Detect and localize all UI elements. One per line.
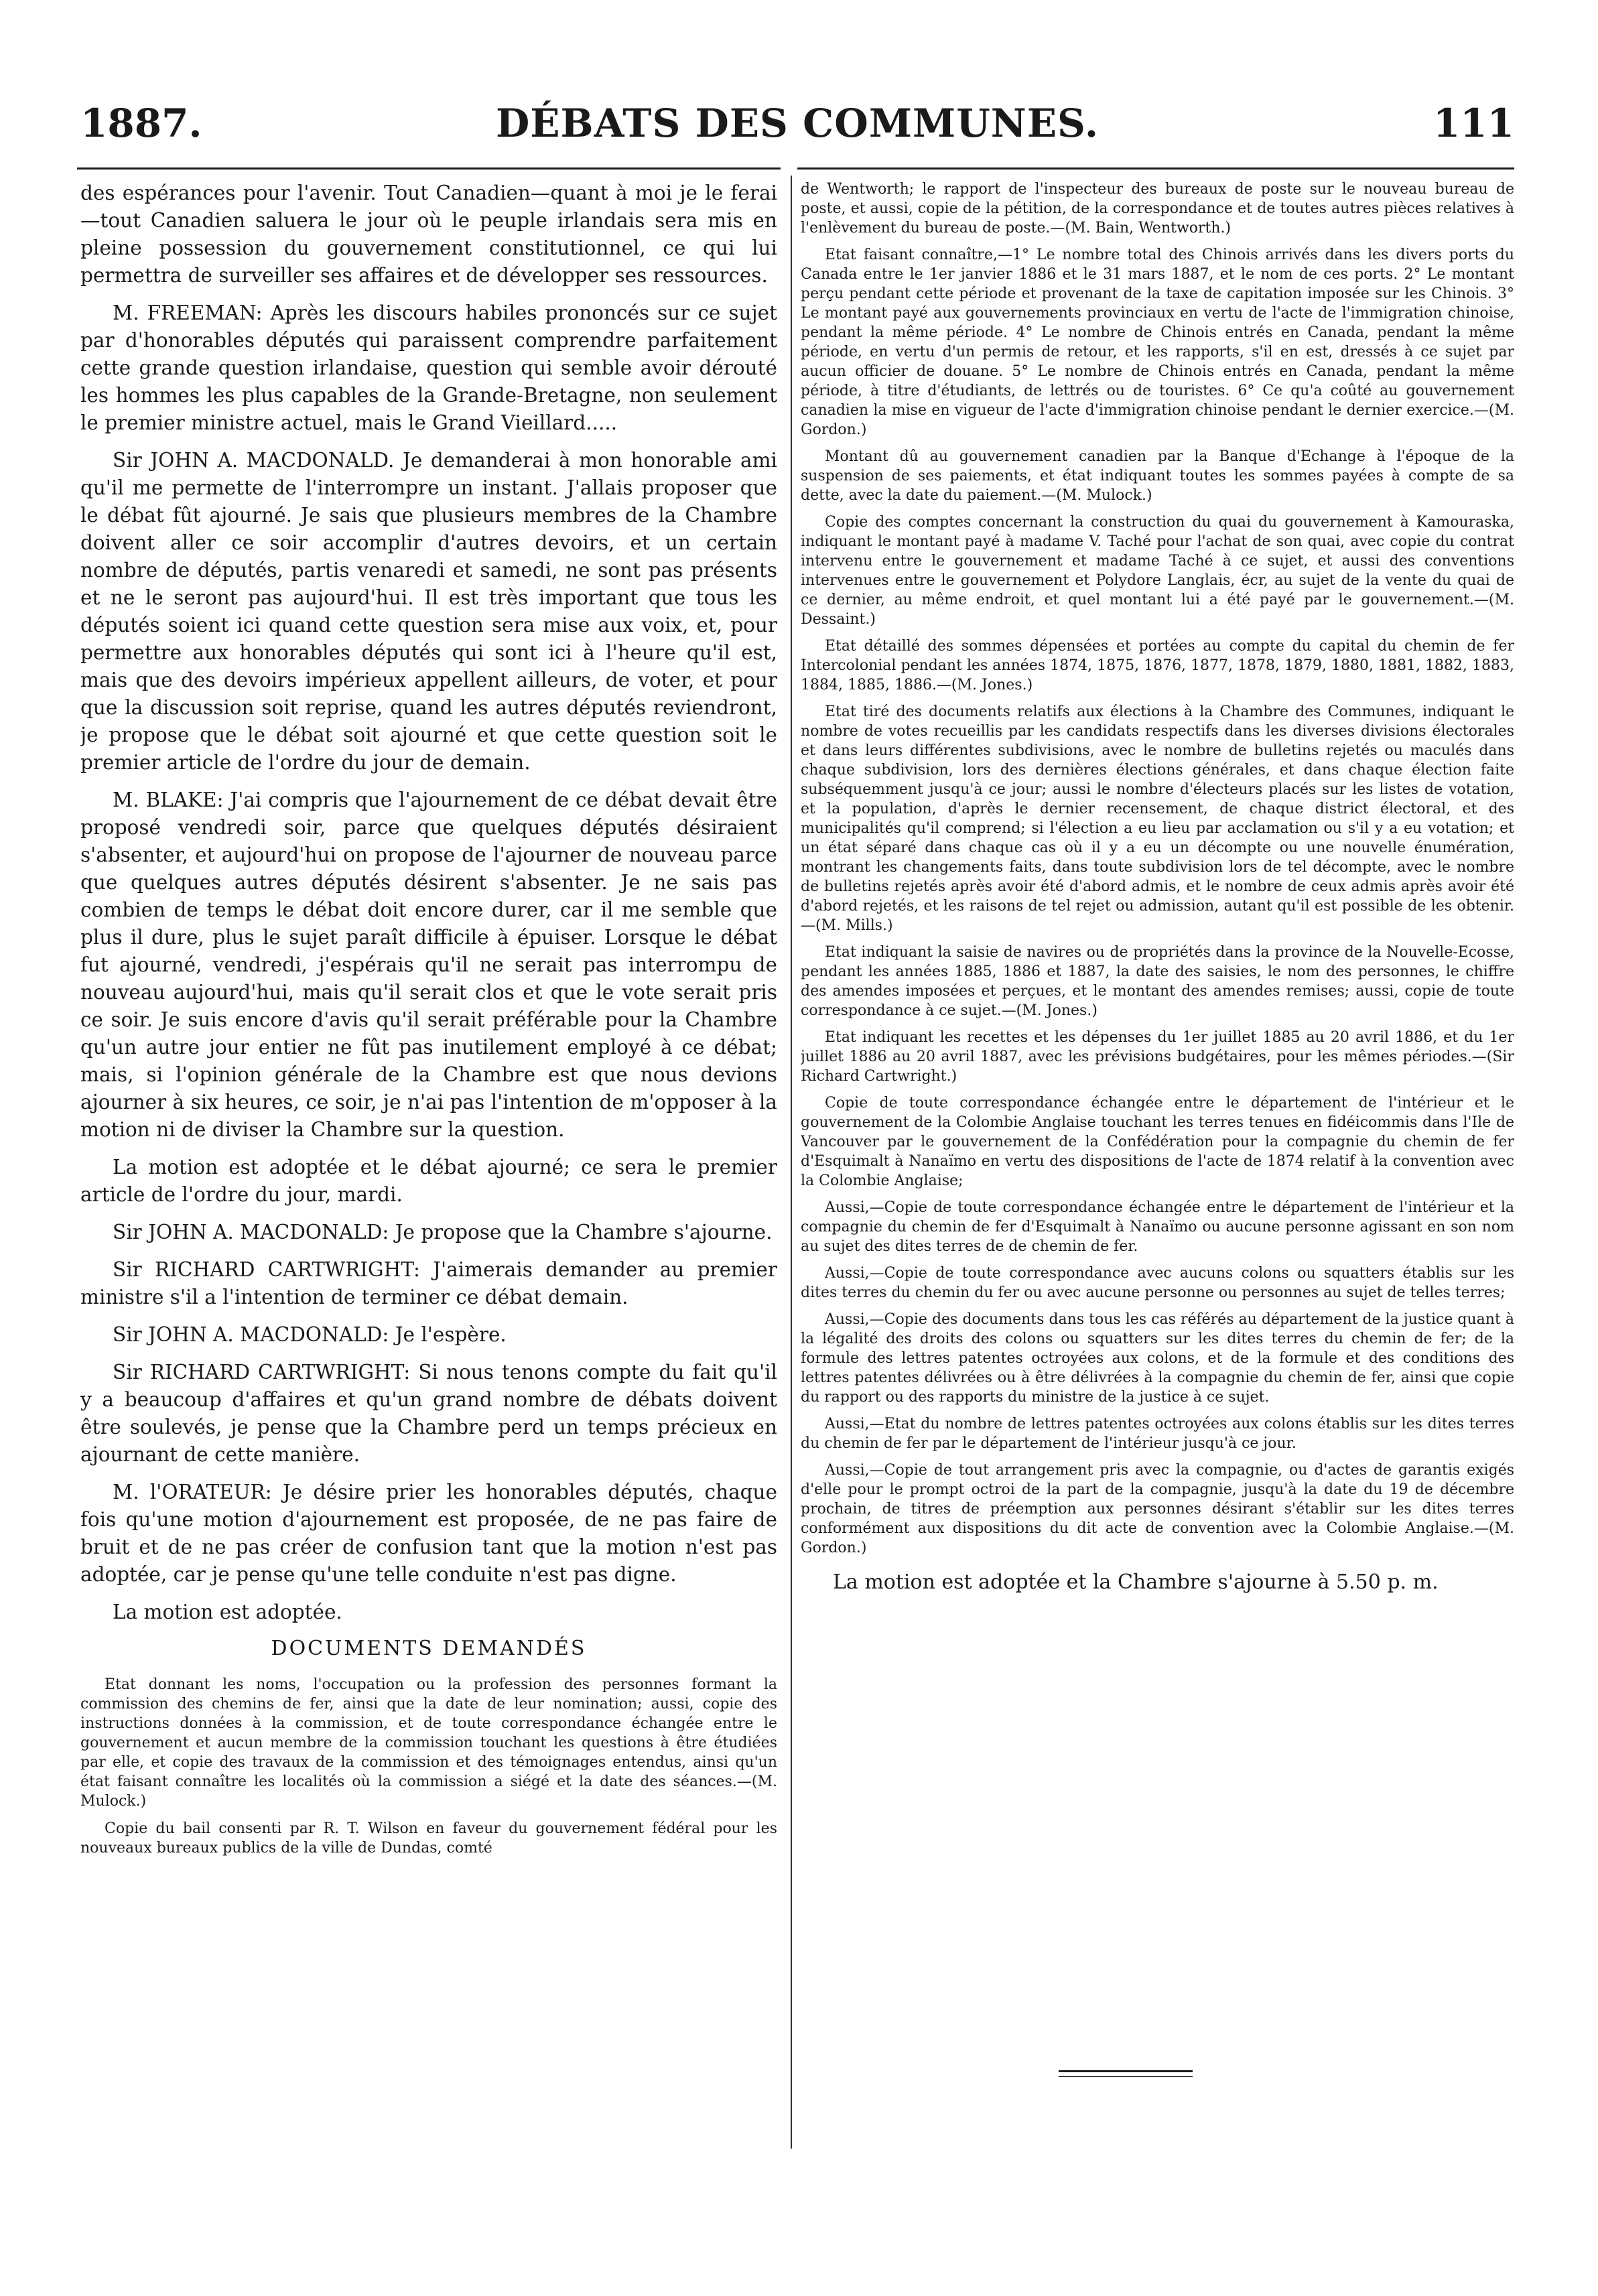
document-request: Aussi,—Copie des documents dans tous les cas référés au département de la justice quant à la légalité des droits des colons ou squatters sur les dites terres du chemin de fer; de la formule des lettres patentes octroyées aux colons, et de la formule et des conditions des lettres patentes délivrées ou à être délivrées à la compagnie du chemin de fer, ainsi que copie du rapport ou des rapports du ministre de la justice à ce sujet. bbox=[801, 1311, 1514, 1406]
document-request: Aussi,—Copie de tout arrangement pris avec la compagnie, ou d'actes de garantis exigés d'elle pour le prompt octroi de la part de la compagnie, jusqu'à la date du 19 de décembre prochain, de titres de préemption aux personnes désirant s'établir sur les dites terres conformément aux dispositions du dit acte de convention avec la Colombie Anglaise.—(M. Gordon.) bbox=[801, 1462, 1514, 1556]
closing-statement: La motion est adoptée et la Chambre s'ajourne à 5.50 p. m. bbox=[833, 1570, 1439, 1594]
speech-freeman: M. FREEMAN: Après les discours habiles prononcés sur ce sujet par d'honorables députés qui paraissent comprendre parfaitement cette grande question irlandaise, question qui semble avoir dérouté les hommes les plus capables de la Grande-Bretagne, non seulement le premier ministre actuel, mais le Grand Vieillard..... bbox=[80, 301, 777, 434]
document-request: Etat donnant les noms, l'occupation ou la profession des personnes formant la commission des chemins de fer, ainsi que la date de leur nomination; aussi, copie des instructions données à la commission, et de toute correspondance échangée entre le gouvernement et aucun membre de la commission touchant les questions à être étudiées par elle, et copie des travaux de la commission et des témoignages entendus, ainsi qu'un état faisant connaître les localités où la commission a siégé et la date des séances.—(M. Mulock.) bbox=[80, 1676, 777, 1810]
left-column bbox=[80, 180, 777, 2243]
column-divider bbox=[791, 176, 792, 2149]
document-request: Etat détaillé des sommes dépensées et portées au compte du capital du chemin de fer Intercolonial pendant les années 1874, 1875, 1876, 1877, 1878, 1879, 1880, 1881, 1882, 1883, 1884, 1885, 1886.—(M. Jones.) bbox=[801, 638, 1514, 693]
speech-blake: M. BLAKE: J'ai compris que l'ajournement de ce débat devait être proposé vendredi soir, parce que quelques députés désiraient s'absenter, et aujourd'hui on propose de l'ajourner de nouveau parce que quelques autres députés désirent s'absenter. Je ne sais pas combien de temps le débat doit encore durer, car il me semble que plus il dure, plus le sujet paraît difficile à épuiser. Lorsque le débat fut ajourné, vendredi, j'espérais qu'il ne serait pas interrompu de nouveau aujourd'hui, mais qu'il serait clos et que le vote serait pris ce soir. Je suis encore d'avis qu'il serait préférable pour la Chambre qu'un autre jour entier ne fût pas inutilement employé à ce débat; mais, si l'opinion générale de la Chambre est que nous devions ajourner à six heures, ce soir, je n'ai pas l'intention de m'opposer à la motion ni de diviser la Chambre sur la question. bbox=[80, 789, 777, 1141]
speech-speaker: M. l'ORATEUR: Je désire prier les honorables députés, chaque fois qu'une motion d'ajournement est proposée, de ne pas faire de bruit et de ne pas créer de confusion tant que la motion n'est pas adoptée, car je pense qu'une telle conduite n'est pas digne. bbox=[80, 1481, 777, 1586]
header-title: DÉBATS DES COMMUNES. bbox=[495, 100, 1100, 146]
document-request: Etat indiquant les recettes et les dépenses du 1er juillet 1885 au 20 avril 1886, et du 1er juillet 1886 au 20 avril 1887, avec les prévisions budgétaires, pour les mêmes périodes.—(Sir Richard Cartwright.) bbox=[801, 1029, 1514, 1085]
section-heading: DOCUMENTS DEMANDÉS bbox=[271, 1637, 587, 1660]
end-ornament bbox=[1059, 2070, 1193, 2077]
header-rule-left bbox=[77, 167, 781, 170]
speech-macdonald-2: Sir JOHN A. MACDONALD: Je propose que la Chambre s'ajourne. bbox=[113, 1221, 773, 1243]
document-request-continuation: de Wentworth; le rapport de l'inspecteur des bureaux de poste sur le nouveau bureau de poste, et aussi, copie de la pétition, de la correspondance et de toutes autres pièces relatives à l'enlèvement du bureau de poste.—(M. Bain, Wentworth.) bbox=[801, 181, 1514, 237]
document-request: Etat indiquant la saisie de navires ou de propriétés dans la province de la Nouvelle-Ecosse, pendant les années 1885, 1886 et 1887, la date des saisies, le nom des personnes, le chiffre des amendes imposées et perçues, et le montant des amendes remises; aussi, copie de toute correspondance à ce sujet.—(M. Jones.) bbox=[801, 944, 1514, 1019]
header-year: 1887. bbox=[80, 100, 202, 146]
document-request: Copie de toute correspondance échangée entre le département de l'intérieur et le gouvernement de la Colombie Anglaise touchant les terres tenues en fidéicommis dans l'Ile de Vancouver par le gouvernement de la Confédération pour la compagnie du chemin de fer d'Esquimalt à Nanaïmo en vertu des dispositions de l'acte de 1874 relatif à la convention avec la Colombie Anglaise; bbox=[801, 1095, 1514, 1189]
document-request: Copie du bail consenti par R. T. Wilson en faveur du gouvernement fédéral pour les nouveaux bureaux publics de la ville de Dundas, comté bbox=[80, 1820, 777, 1856]
document-request: Aussi,—Copie de toute correspondance avec aucuns colons ou squatters établis sur les dites terres du chemin du fer ou avec aucune personne ou personnes au sujet de telles terres; bbox=[801, 1265, 1514, 1301]
document-request: Aussi,—Etat du nombre de lettres patentes octroyées aux colons établis sur les dites terres du chemin de fer par le département de l'intérieur jusqu'à ce jour. bbox=[801, 1416, 1514, 1452]
document-request: Etat tiré des documents relatifs aux élections à la Chambre des Communes, indiquant le nombre de votes recueillis par les candidats respectifs dans les diverses divisions électorales et dans leurs différentes subdivisions, avec le nombre de bulletins rejetés ou maculés dans chaque subdivision, lors des dernières élections générales, et dans chaque élection faite subséquemment jusqu'à ce jour; aussi le nombre d'électeurs placés sur les listes de votation, et la population, d'après le dernier recensement, de chaque district électoral, et des municipalités qu'il comprend; si l'élection a eu lieu par acclamation ou s'il y a eu votation; et un état séparé dans chaque cas où il y a eu un décompte ou une nouvelle énumération, montrant les changements faits, dans toute subdivision lors de tel décompte, avec le nombre de bulletins rejetés après avoir été d'abord admis, et le nombre de ceux admis après avoir été d'abord rejetés, et les raisons de tel rejet ou admission, autant qu'il est possible de les obtenir.—(M. Mills.) bbox=[801, 703, 1514, 934]
motion-adopted-2: La motion est adoptée. bbox=[113, 1601, 342, 1623]
document-request: Aussi,—Copie de toute correspondance échangée entre le département de l'intérieur et la compagnie du chemin de fer d'Esquimalt à Nanaïmo ou aucune personne agissant en son nom au sujet des dites terres de de chemin de fer. bbox=[801, 1199, 1514, 1255]
right-column bbox=[801, 180, 1514, 2042]
document-request: Etat faisant connaître,—1° Le nombre total des Chinois arrivés dans les divers ports du Canada entre le 1er janvier 1886 et le 31 mars 1887, et le nom de ces ports. 2° Le montant perçu pendant cette période et provenant de la taxe de capitation imposée sur les Chinois. 3° Le montant payé aux gouvernements provinciaux en vertu de l'acte de l'immigration chinoise, pendant la même période. 4° Le nombre de Chinois entrés en Canada, pendant la même période, en vertu d'un permis de retour, et les rapports, s'il en est, dressés à ce sujet par aucun officier de douane. 5° Le nombre de Chinois entrés en Canada, pendant la même période, à titre d'étudiants, de lettrés ou de touristes. 6° Ce qu'a coûté au gouvernement canadien la mise en vigueur de l'acte d'immigration chinoise pendant le dernier exercice.—(M. Gordon.) bbox=[801, 247, 1514, 438]
motion-adopted-1: La motion est adoptée et le débat ajourné; ce sera le premier article de l'ordre du jour, mardi. bbox=[80, 1156, 777, 1206]
speech-cartwright-2: Sir RICHARD CARTWRIGHT: Si nous tenons compte du fait qu'il y a beaucoup d'affaires et qu'un grand nombre de débats doivent être soulevés, je pense que la Chambre perd un temps précieux en ajournant de cette manière. bbox=[80, 1361, 777, 1466]
header-rule-right bbox=[797, 167, 1514, 170]
speech-macdonald-1: Sir JOHN A. MACDONALD. Je demanderai à mon honorable ami qu'il me permette de l'interrompre un instant. J'allais proposer que le débat fût ajourné. Je sais que plusieurs membres de la Chambre doivent aller ce soir accomplir d'autres devoirs, et un certain nombre de députés, partis venaredi et samedi, ne sont pas présents et ne le seront pas aujourd'hui. Il est très important que tous les députés soient ici quand cette question sera mise aux voix, et, pour permettre aux honorables députés qui sont ici à l'heure qu'il est, mais que des devoirs impérieux appellent ailleurs, de voter, et pour que la discussion soit reprise, quand les autres députés reviendront, je propose que le débat soit ajourné et que cette question soit le premier article de l'ordre du jour de demain. bbox=[80, 449, 777, 774]
page-header bbox=[80, 100, 1514, 161]
speech-cartwright-1: Sir RICHARD CARTWRIGHT: J'aimerais demander au premier ministre s'il a l'intention de terminer ce débat demain. bbox=[80, 1258, 777, 1308]
document-request: Montant dû au gouvernement canadien par la Banque d'Echange à l'époque de la suspension de ses paiements, et état indiquant toutes les sommes payées à compte de sa dette, avec la date du paiement.—(M. Mulock.) bbox=[801, 448, 1514, 504]
document-request: Copie des comptes concernant la construction du quai du gouvernement à Kamouraska, indiquant le montant payé à madame V. Taché pour l'achat de son quai, avec copie du contrat intervenu entre le gouvernement et madame Taché à ce sujet, et aussi des conventions intervenues entre le gouvernement et Polydore Langlais, écr, au sujet de la vente du quai de ce dernier, au même endroit, et quel montant lui a été payé par le gouvernement.—(M. Dessaint.) bbox=[801, 514, 1514, 628]
speech-macdonald-3: Sir JOHN A. MACDONALD: Je l'espère. bbox=[113, 1323, 507, 1346]
paragraph-continuation: des espérances pour l'avenir. Tout Canadien—quant à moi je le ferai—tout Canadien saluera le jour où le peuple irlandais sera mis en pleine possession du gouvernement constitutionnel, ce qui lui permettra de surveiller ses affaires et de développer ses ressources. bbox=[80, 182, 777, 287]
page-number: 111 bbox=[1433, 100, 1514, 146]
